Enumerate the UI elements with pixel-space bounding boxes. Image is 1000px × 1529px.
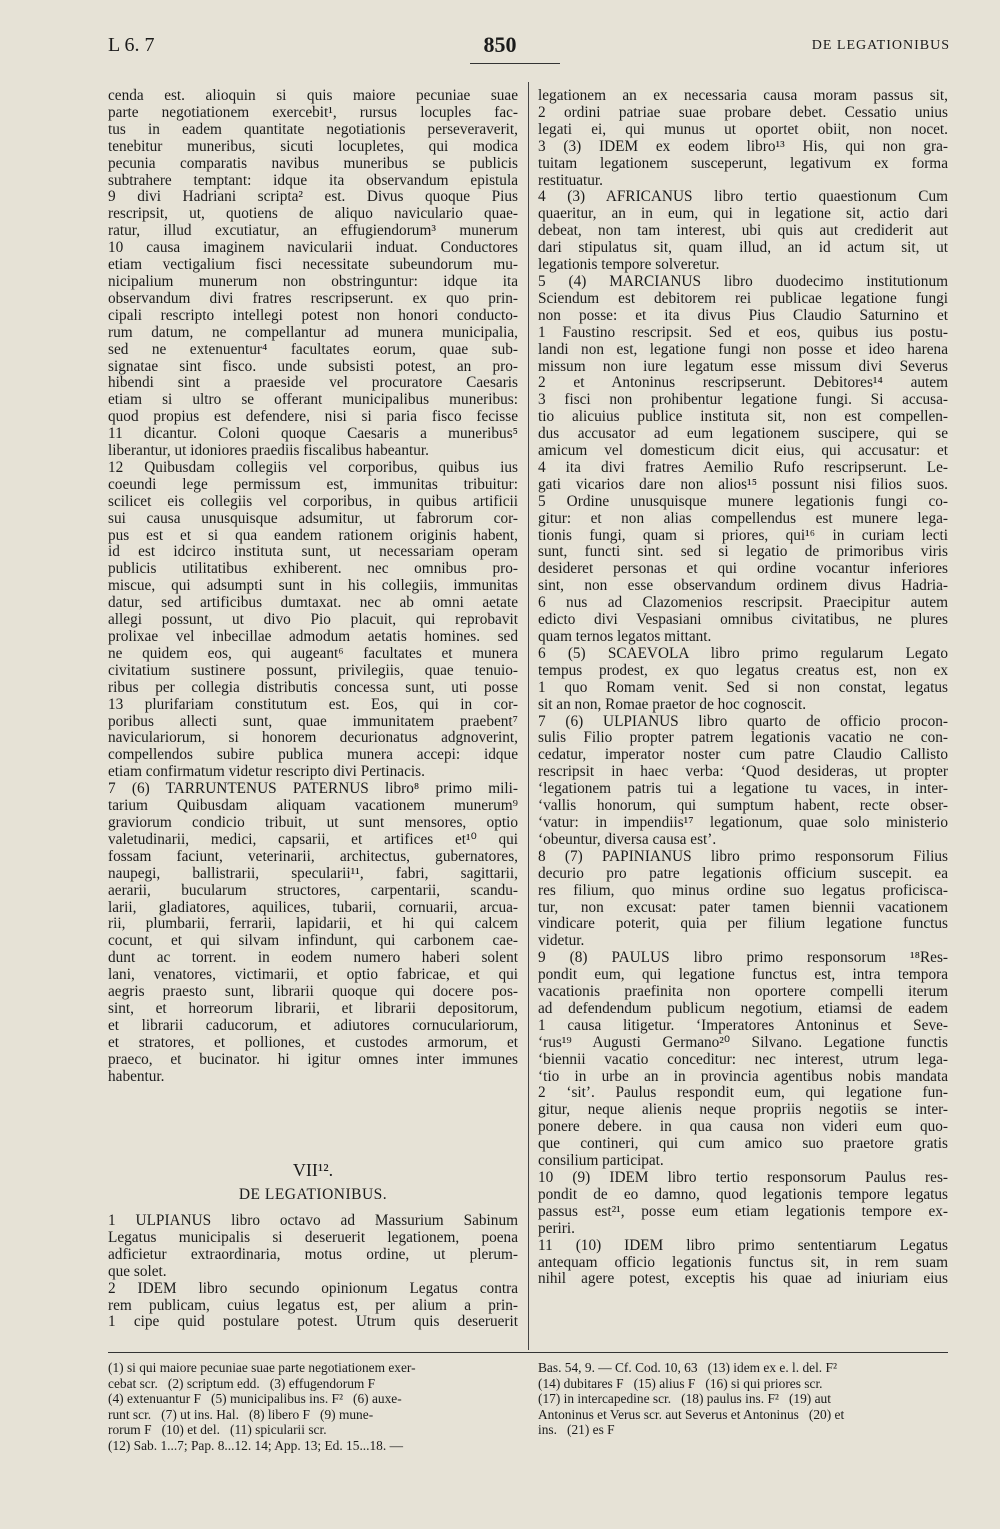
- text-line: 13 plurifariam constitutum est. Eos, qui in cor-: [108, 696, 518, 713]
- text-line: 5 (4) MARCIANUS libro duodecimo institutionum: [538, 273, 948, 290]
- right-column: [538, 88, 948, 1288]
- text-line: vacationis praefinita non oportere compelli iterum: [538, 984, 948, 1001]
- text-line: ‘vallis honorum, qui sumptum habent, recte obser-: [538, 798, 948, 815]
- text-line: scilicet eis collegiis vel corporibus, in quibus artificii: [108, 493, 518, 510]
- text-line: (1) si qui maiore pecuniae suae parte negotiationem exer-: [108, 1360, 416, 1375]
- text-line: larii, gladiatores, aquilices, tubarii, cornuarii, arcua-: [108, 899, 518, 916]
- text-line: sint, non esse observandum ordinem divus Hadria-: [538, 578, 948, 595]
- text-line: quam ternos legatos mittant.: [538, 629, 712, 645]
- text-line: runt scr. (7) ut ins. Hal. (8) libero F (9) mune-: [108, 1406, 374, 1422]
- text-line: lani, venatores, victimarii, et optio fabricae, et qui: [108, 967, 518, 984]
- text-line: sunt, functi sint. sed si legatio de primoribus viris: [538, 544, 948, 561]
- text-line: etiam confirmatum videtur rescripto divi Pertinacis.: [108, 764, 425, 781]
- text-line: que contineri, qui cum amico suo praetore gratis: [538, 1136, 948, 1153]
- text-line: gati vicarios dare non alios¹⁵ possunt nisi filios suos.: [538, 476, 948, 493]
- text-line: 5 Ordine unusquisque munere legationis fungi co-: [538, 493, 948, 510]
- text-line: parte negotiationem exercebit¹, rursus locuples fac-: [108, 104, 518, 121]
- text-line: quaeritur, an in eum, qui in legatione sit, actio dari: [538, 206, 948, 223]
- page-number: 850: [483, 32, 517, 57]
- text-line: 2 IDEM libro secundo opinionum Legatus contra: [108, 1280, 518, 1297]
- chapter-reference: L 6. 7: [108, 34, 155, 56]
- text-line: cedatur, imperator noster cum patre Claudio Callisto: [538, 747, 948, 764]
- text-line: rescripsit in haec verba: ‘Quod desideras, ut propter: [538, 764, 948, 781]
- running-header: [0, 34, 1000, 64]
- text-line: tionis fungi, quam si priores, qui¹⁶ in curiam lecti: [538, 527, 948, 544]
- text-line: Sciendum est debitorem rei publicae legatione fungi: [538, 290, 948, 307]
- text-line: landi non est, legatione fungi non posse et ideo harena: [538, 341, 948, 358]
- text-line: 1 cipe quid postulare potest. Utrum quis deseruerit: [108, 1314, 518, 1331]
- text-line: 6 (5) SCAEVOLA libro primo regularum Legato: [538, 645, 948, 662]
- text-line: cebat scr. (2) scriptum edd. (3) effugendorum F: [108, 1375, 376, 1391]
- section-title: DE LEGATIONIBUS.: [238, 1186, 388, 1203]
- text-line: tus in eadem quantitate negotiationis perseveraverit,: [108, 121, 518, 138]
- text-line: 10 causa imaginem navicularii induat. Conductores: [108, 240, 518, 257]
- text-line: 1 causa litigetur. ‘Imperatores Antoninus et Seve-: [538, 1017, 948, 1034]
- text-line: 12 Quibusdam collegiis vel corporibus, quibus ius: [108, 459, 518, 476]
- text-line: et stratores, et polliones, et custodes armorum, et: [108, 1034, 518, 1051]
- text-line: (17) in intercapedine scr. (18) paulus ins. F² (19) aut: [538, 1391, 831, 1407]
- text-line: rem publicam, cuius legatus est, per alium a prin-: [108, 1297, 518, 1314]
- text-line: ribus per collegia distributis concessa sunt, uti posse: [108, 679, 518, 696]
- text-line: 4 (3) AFRICANUS libro tertio quaestionum Cum: [538, 189, 948, 206]
- text-line: decurio pro patre legationis officium suscepit. ea: [538, 865, 948, 882]
- text-line: 7 (6) TARRUNTENUS PATERNUS libro⁸ primo mili-: [108, 781, 518, 798]
- text-line: ratur, illud excutiatur, an effugiendorum³ munerum: [108, 223, 518, 240]
- text-line: 2 et Antoninus rescripserunt. Debitores¹⁴ autem: [538, 375, 948, 392]
- text-line: que solet.: [108, 1263, 167, 1280]
- text-line: ad defendendum publicum negotium, etiamsi de eadem: [538, 1000, 948, 1017]
- text-line: dunt ac torrent. in eodem numero haberi solent: [108, 950, 518, 967]
- text-line: miscue, qui adsumpti sunt in his collegiis, immunitas: [108, 578, 518, 595]
- text-line: (4) extenuantur F (5) municipalibus ins. F² (6) auxe-: [108, 1391, 402, 1407]
- text-line: cocunt, et qui silvam infindunt, qui carbonem cae-: [108, 933, 518, 950]
- text-line: res filium, quo minus ordine suo legatus proficisca-: [538, 882, 948, 899]
- text-line: sint, et horreorum librarii, et librarii depositorum,: [108, 1000, 518, 1017]
- text-line: desideret personas et qui ordine vocantur inferiores: [538, 561, 948, 578]
- text-line: rescripsit, ut, quotiens de aliquo naviculario quae-: [108, 206, 518, 223]
- text-line: rii, plumbarii, ferrarii, lapidarii, et hi qui calcem: [108, 916, 518, 933]
- text-line: pecunia comparatis navibus muneribus se publicis: [108, 155, 518, 172]
- text-line: Bas. 54, 9. — Cf. Cod. 10, 63 (13) idem ex e. l. del. F²: [538, 1360, 837, 1375]
- text-line: allegi possunt, ut divo Pio placuit, qui reprobavit: [108, 612, 518, 629]
- text-line: poribus allecti sunt, quae immunitatem praebent⁷: [108, 713, 518, 730]
- text-line: etiam si ultro se offerant municipalibus muneribus:: [108, 392, 518, 409]
- left-column-after-title: [108, 1213, 518, 1331]
- text-line: 11 dicantur. Coloni quoque Caesaris a muneribus⁵: [108, 426, 518, 443]
- text-line: videtur.: [538, 933, 585, 950]
- text-line: Legatus municipalis si deseruerit legationem, poena: [108, 1229, 518, 1246]
- text-line: subtrahere temptant: idque ita observandum epistula: [108, 172, 518, 189]
- text-line: edicto divi Vespasiani omnibus civitatibus, ne plures: [538, 612, 948, 629]
- text-line: ne quidem eos, qui augeant⁶ facultates et munera: [108, 645, 518, 662]
- text-line: observandum divi fratres rescripserunt. ex quo prin-: [108, 290, 518, 307]
- text-line: etiam vectigalium fisci necessitate subeundorum mu-: [108, 257, 518, 274]
- left-column: [108, 88, 518, 1085]
- text-line: sed ne extenuentur⁴ facultates eorum, quae sub-: [108, 341, 518, 358]
- text-line: sit an non, Romae praetor de hoc cognoscit.: [538, 696, 807, 713]
- text-line: pondit de eo damno, quod legationis tempore legatus: [538, 1186, 948, 1203]
- text-line: tio alicuius publice instituta sit, non est compellen-: [538, 409, 948, 426]
- text-line: 1 quo Romam venit. Sed si non constat, legatus: [538, 679, 948, 696]
- text-line: vindicare poterit, quia per filium legatione functus: [538, 916, 948, 933]
- text-line: restituatur.: [538, 172, 603, 189]
- running-title: DE LEGATIONIBUS: [811, 38, 950, 53]
- text-line: 1 ULPIANUS libro octavo ad Massurium Sabinum: [108, 1213, 518, 1229]
- text-line: cipali rescripto intellegi potest non honori conducto-: [108, 307, 518, 324]
- text-line: tuitam legationem susceperunt, legativum ex forma: [538, 155, 948, 172]
- footnotes-left: [108, 1360, 520, 1454]
- text-line: sui causa unusquisque adsumitur, ut fabrorum cor-: [108, 510, 518, 527]
- text-line: 4 ita divi fratres Aemilio Rufo rescripserunt. Le-: [538, 459, 948, 476]
- text-line: nihil agere potest, exceptis his quae ad iniuriam eius: [538, 1271, 948, 1288]
- text-line: (14) dubitares F (15) alius F (16) si qui priores scr.: [538, 1375, 823, 1391]
- text-line: 3 (3) IDEM ex eodem libro¹³ His, qui non gra-: [538, 138, 948, 155]
- text-line: gitur, neque alienis neque propriis negotiis se inter-: [538, 1102, 948, 1119]
- text-line: Antoninus et Verus scr. aut Severus et Antoninus (20) et: [538, 1406, 845, 1422]
- text-line: 2 ordini patriae suae probare debet. Cessatio unius: [538, 104, 948, 121]
- text-line: ponere debere. in qua causa non videri eum quo-: [538, 1119, 948, 1136]
- text-line: debeat, non tam interest, ubi quis aut crediderit aut: [538, 223, 948, 240]
- text-line: tenebitur muneribus, sicuti locupletes, qui modica: [108, 138, 518, 155]
- text-line: consilium participat.: [538, 1153, 664, 1170]
- text-line: missum non iure legatum esse missum divi Severus: [538, 358, 948, 375]
- text-line: datur, sed artificibus dumtaxat. nec ab omni aetate: [108, 595, 518, 612]
- text-line: antequam officio legationis functus sit, in rem suam: [538, 1254, 948, 1271]
- text-line: 9 (8) PAULUS libro primo responsorum ¹⁸Res-: [538, 950, 948, 967]
- text-line: legationem an ex necessaria causa moram passus sit,: [538, 88, 948, 104]
- text-line: non posse: et ita divus Pius Claudio Saturnino et: [538, 307, 948, 324]
- text-line: 3 fisci non prohibentur legatione fungi. Si accusa-: [538, 392, 948, 409]
- text-line: ‘tio in urbe an in provincia agentibus nobis mandata: [538, 1068, 948, 1085]
- header-rule: [470, 63, 560, 64]
- text-line: amicum vel domesticum dicit eius, qui accusatur: et: [538, 443, 948, 460]
- text-line: legati ei, qui munus ut oportet obiit, non nocet.: [538, 121, 948, 138]
- footnotes-right: [538, 1360, 948, 1438]
- text-line: 2 ‘sit’. Paulus respondit eum, qui legatione fun-: [538, 1085, 948, 1102]
- text-line: pus est et si qua eandem rationem originis habent,: [108, 527, 518, 544]
- text-line: coeundi lege permissum est, immunitas tribuitur:: [108, 476, 518, 493]
- text-line: ins. (21) es F: [538, 1422, 615, 1438]
- text-line: fossam faciunt, veterinarii, architectus, gubernatores,: [108, 848, 518, 865]
- text-line: 9 divi Hadriani scripta² est. Divus quoque Pius: [108, 189, 518, 206]
- text-line: nicipalium munerum non obstringuntur: idque ita: [108, 273, 518, 290]
- text-line: id est idcirco instituta sunt, ut necessariam operam: [108, 544, 518, 561]
- text-line: 11 (10) IDEM libro primo sententiarum Legatus: [538, 1237, 948, 1254]
- text-line: passus est²¹, posse eum etiam legationis tempore ex-: [538, 1203, 948, 1220]
- text-line: liberantur, ut idoniores praediis fiscalibus habeantur.: [108, 443, 429, 460]
- text-line: tur, non excusat: pater tamen biennii vacationem: [538, 899, 948, 916]
- text-line: aerarii, bucularum structores, carpentarii, scandu-: [108, 882, 518, 899]
- text-line: 6 nus ad Clazomenios rescripsit. Praecipitur autem: [538, 595, 948, 612]
- text-line: rorum F (10) et del. (11) spicularii scr.: [108, 1422, 327, 1438]
- text-line: aegris praesto sunt, librarii quoque qui docere pos-: [108, 984, 518, 1001]
- text-line: publicis utilitatibus exhiberent. nec omnibus pro-: [108, 561, 518, 578]
- text-line: legationis tempore solveretur.: [538, 257, 720, 274]
- text-line: prolixae vel inbecillae admodum aetatis homines. sed: [108, 629, 518, 645]
- text-line: 7 (6) ULPIANUS libro quarto de officio procon-: [538, 713, 948, 730]
- text-line: pondit eum, qui legatione functus est, intra tempora: [538, 967, 948, 984]
- text-line: dari stipulatus sit, quam illud, an id actum sit, ut: [538, 240, 948, 257]
- text-line: ‘vatur: in impendiis¹⁷ legationum, quae solo ministerio: [538, 814, 948, 831]
- text-line: ‘obeuntur, diversa causa est’.: [538, 831, 717, 848]
- text-line: hibendi sint a praeside vel procuratore Caesaris: [108, 375, 518, 392]
- footnote-rule: [108, 1352, 948, 1353]
- text-line: ‘legationem patris tui a legatione tu vaces, in inter-: [538, 781, 948, 798]
- text-line: signatae sint fisco. unde subsisti potest, an pro-: [108, 358, 518, 375]
- text-line: sulis Filio propter patrem legationis vacatio ne con-: [538, 730, 948, 747]
- text-line: gitur: et non alias compellendus est munere lega-: [538, 510, 948, 527]
- text-line: dus accusator ad eum legationem suscipere, qui se: [538, 426, 948, 443]
- text-line: 8 (7) PAPINIANUS libro primo responsorum Filius: [538, 848, 948, 865]
- text-line: ‘rus¹⁹ Augusti Germano²⁰ Silvano. Legatione functis: [538, 1034, 948, 1051]
- text-line: cenda est. alioquin si quis maiore pecuniae suae: [108, 88, 518, 104]
- text-line: tempus prodest, ex quo legatus creatus est, non ex: [538, 662, 948, 679]
- text-line: quod propius est defendere, nisi si paria fisco fecisse: [108, 409, 518, 426]
- text-line: rum datum, ne compellantur ad munera municipalia,: [108, 324, 518, 341]
- text-line: compellendos subire publica munera accepi: idque: [108, 747, 518, 764]
- section-number: VII¹².: [292, 1160, 334, 1180]
- text-line: naupegi, ballistrarii, specularii¹¹, fabri, sagittarii,: [108, 865, 518, 882]
- text-line: 10 (9) IDEM libro tertio responsorum Paulus res-: [538, 1170, 948, 1186]
- text-line: praeco, et bucinator. hi igitur omnes inter immunes: [108, 1051, 518, 1068]
- text-line: et librarii caducorum, et adiutores cornuculariorum,: [108, 1017, 518, 1034]
- column-divider: [528, 82, 529, 1350]
- text-line: tarium Quibusdam aliquam vacationem munerum⁹: [108, 798, 518, 815]
- text-line: ‘biennii vacatio conceditur: nec interest, utrum lega-: [538, 1051, 948, 1068]
- text-line: (12) Sab. 1...7; Pap. 8...12. 14; App. 13; Ed. 15...18. —: [108, 1437, 403, 1453]
- text-line: graviorum condicio tribuit, ut sunt mensores, optio: [108, 814, 518, 831]
- text-line: 1 Faustino rescripsit. Sed et eos, quibus ius postu-: [538, 324, 948, 341]
- text-line: habentur.: [108, 1068, 165, 1085]
- text-line: valetudinarii, medici, capsarii, et artifices et¹⁰ qui: [108, 831, 518, 848]
- text-line: adficietur extraordinaria, motus ordine, ut plerum-: [108, 1246, 518, 1263]
- text-line: periri.: [538, 1220, 575, 1237]
- text-line: civitatium sustinere possunt, privilegiis, quae tenuio-: [108, 662, 518, 679]
- text-line: naviculariorum, si honorem decurionatus adgnoverint,: [108, 730, 518, 747]
